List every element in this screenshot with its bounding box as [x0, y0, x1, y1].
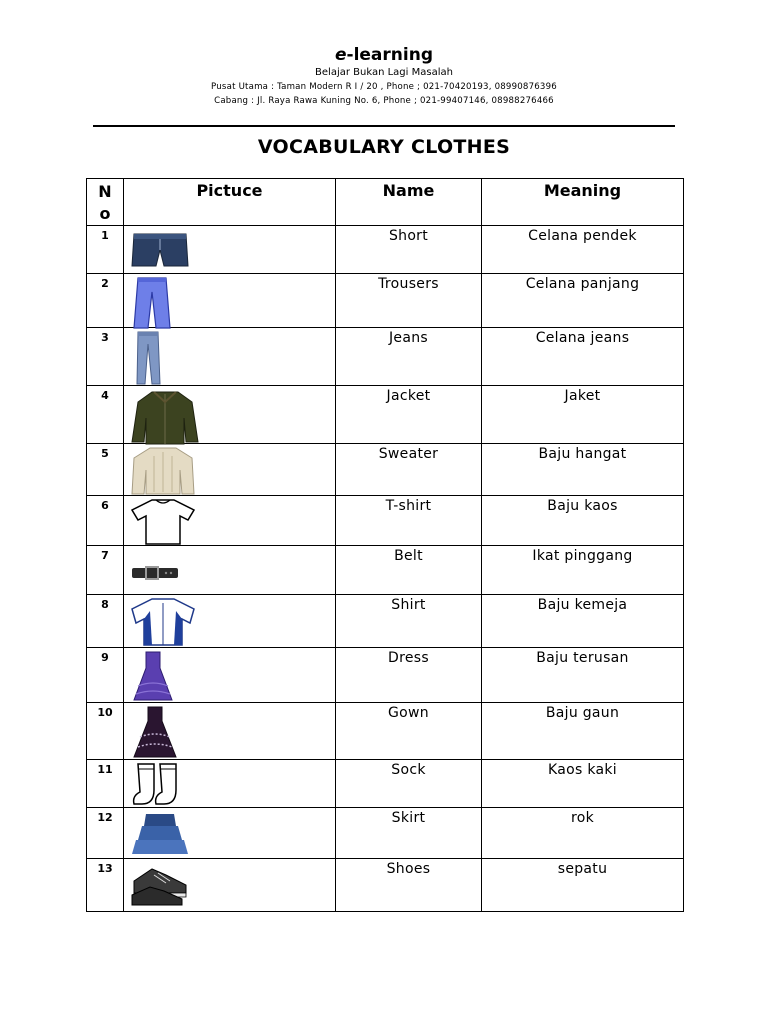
table-header-row [87, 179, 684, 226]
table-row [87, 496, 684, 546]
table-row [87, 808, 684, 859]
tshirt-icon [130, 498, 196, 546]
row-picture [124, 274, 336, 328]
row-number: 4 [87, 386, 124, 444]
brand-prefix: e [334, 45, 347, 65]
row-meaning: Ikat pinggang [482, 546, 684, 595]
row-meaning: rok [482, 808, 684, 859]
jacket-icon [130, 388, 200, 446]
shoes-icon [130, 861, 190, 909]
row-meaning: Baju kaos [482, 496, 684, 546]
header-divider [93, 125, 675, 127]
row-name: Skirt [336, 808, 482, 859]
header-no-line1: N [98, 182, 112, 201]
column-header-picture: Pictuce [124, 179, 336, 226]
row-picture [124, 703, 336, 760]
brand-name [0, 44, 768, 66]
column-header-meaning: Meaning [482, 179, 684, 226]
row-meaning: Baju kemeja [482, 595, 684, 648]
gown-icon [130, 705, 180, 761]
row-number: 13 [87, 859, 124, 912]
row-number: 9 [87, 648, 124, 703]
vocabulary-table [86, 178, 684, 912]
row-picture [124, 595, 336, 648]
row-name: Belt [336, 546, 482, 595]
shorts-icon [130, 228, 190, 270]
row-picture [124, 496, 336, 546]
row-name: Trousers [336, 274, 482, 328]
row-name: Shoes [336, 859, 482, 912]
table-row [87, 859, 684, 912]
jeans-icon [130, 330, 170, 386]
row-name: Jeans [336, 328, 482, 386]
table-row [87, 648, 684, 703]
row-name: Sock [336, 760, 482, 808]
table-row [87, 386, 684, 444]
table-row [87, 546, 684, 595]
row-number: 5 [87, 444, 124, 496]
sock-icon [130, 762, 190, 808]
row-meaning: Baju terusan [482, 648, 684, 703]
row-number: 8 [87, 595, 124, 648]
row-name: Sweater [336, 444, 482, 496]
row-number: 12 [87, 808, 124, 859]
row-name: Shirt [336, 595, 482, 648]
row-meaning: Baju gaun [482, 703, 684, 760]
row-meaning: Celana pendek [482, 226, 684, 274]
column-header-no [87, 179, 124, 226]
row-picture [124, 648, 336, 703]
table-row [87, 760, 684, 808]
column-header-name: Name [336, 179, 482, 226]
page-title: VOCABULARY CLOTHES [257, 136, 511, 158]
header-no-line2: o [99, 204, 111, 223]
row-name: Jacket [336, 386, 482, 444]
row-number: 10 [87, 703, 124, 760]
brand-suffix: -learning [346, 45, 433, 65]
shirt-icon [130, 597, 196, 647]
sweater-icon [130, 446, 196, 496]
table-row [87, 226, 684, 274]
row-name: Dress [336, 648, 482, 703]
row-meaning: sepatu [482, 859, 684, 912]
address-main: Pusat Utama : Taman Modern R I / 20 , Phone ; 021-70420193, 08990876396 [211, 82, 557, 92]
row-meaning: Celana panjang [482, 274, 684, 328]
row-meaning: Kaos kaki [482, 760, 684, 808]
row-picture [124, 386, 336, 444]
row-number: 11 [87, 760, 124, 808]
row-meaning: Baju hangat [482, 444, 684, 496]
table-row [87, 444, 684, 496]
row-picture [124, 226, 336, 274]
row-picture [124, 328, 336, 386]
belt-icon [130, 548, 180, 594]
row-name: Gown [336, 703, 482, 760]
table-row [87, 703, 684, 760]
tagline: Belajar Bukan Lagi Masalah [315, 67, 453, 78]
table-row [87, 595, 684, 648]
dress-icon [130, 650, 176, 704]
table-row [87, 328, 684, 386]
row-name: Short [336, 226, 482, 274]
table-row [87, 274, 684, 328]
trousers-icon [130, 276, 174, 330]
row-picture [124, 444, 336, 496]
address-branch: Cabang : Jl. Raya Rawa Kuning No. 6, Phone ; 021-99407146, 08988276466 [214, 96, 554, 106]
document-header [0, 44, 768, 108]
row-number: 3 [87, 328, 124, 386]
row-number: 1 [87, 226, 124, 274]
row-picture [124, 808, 336, 859]
skirt-icon [130, 810, 190, 858]
row-meaning: Jaket [482, 386, 684, 444]
row-number: 6 [87, 496, 124, 546]
row-number: 7 [87, 546, 124, 595]
row-picture [124, 760, 336, 808]
row-name: T-shirt [336, 496, 482, 546]
row-number: 2 [87, 274, 124, 328]
row-picture [124, 546, 336, 595]
row-picture [124, 859, 336, 912]
row-meaning: Celana jeans [482, 328, 684, 386]
